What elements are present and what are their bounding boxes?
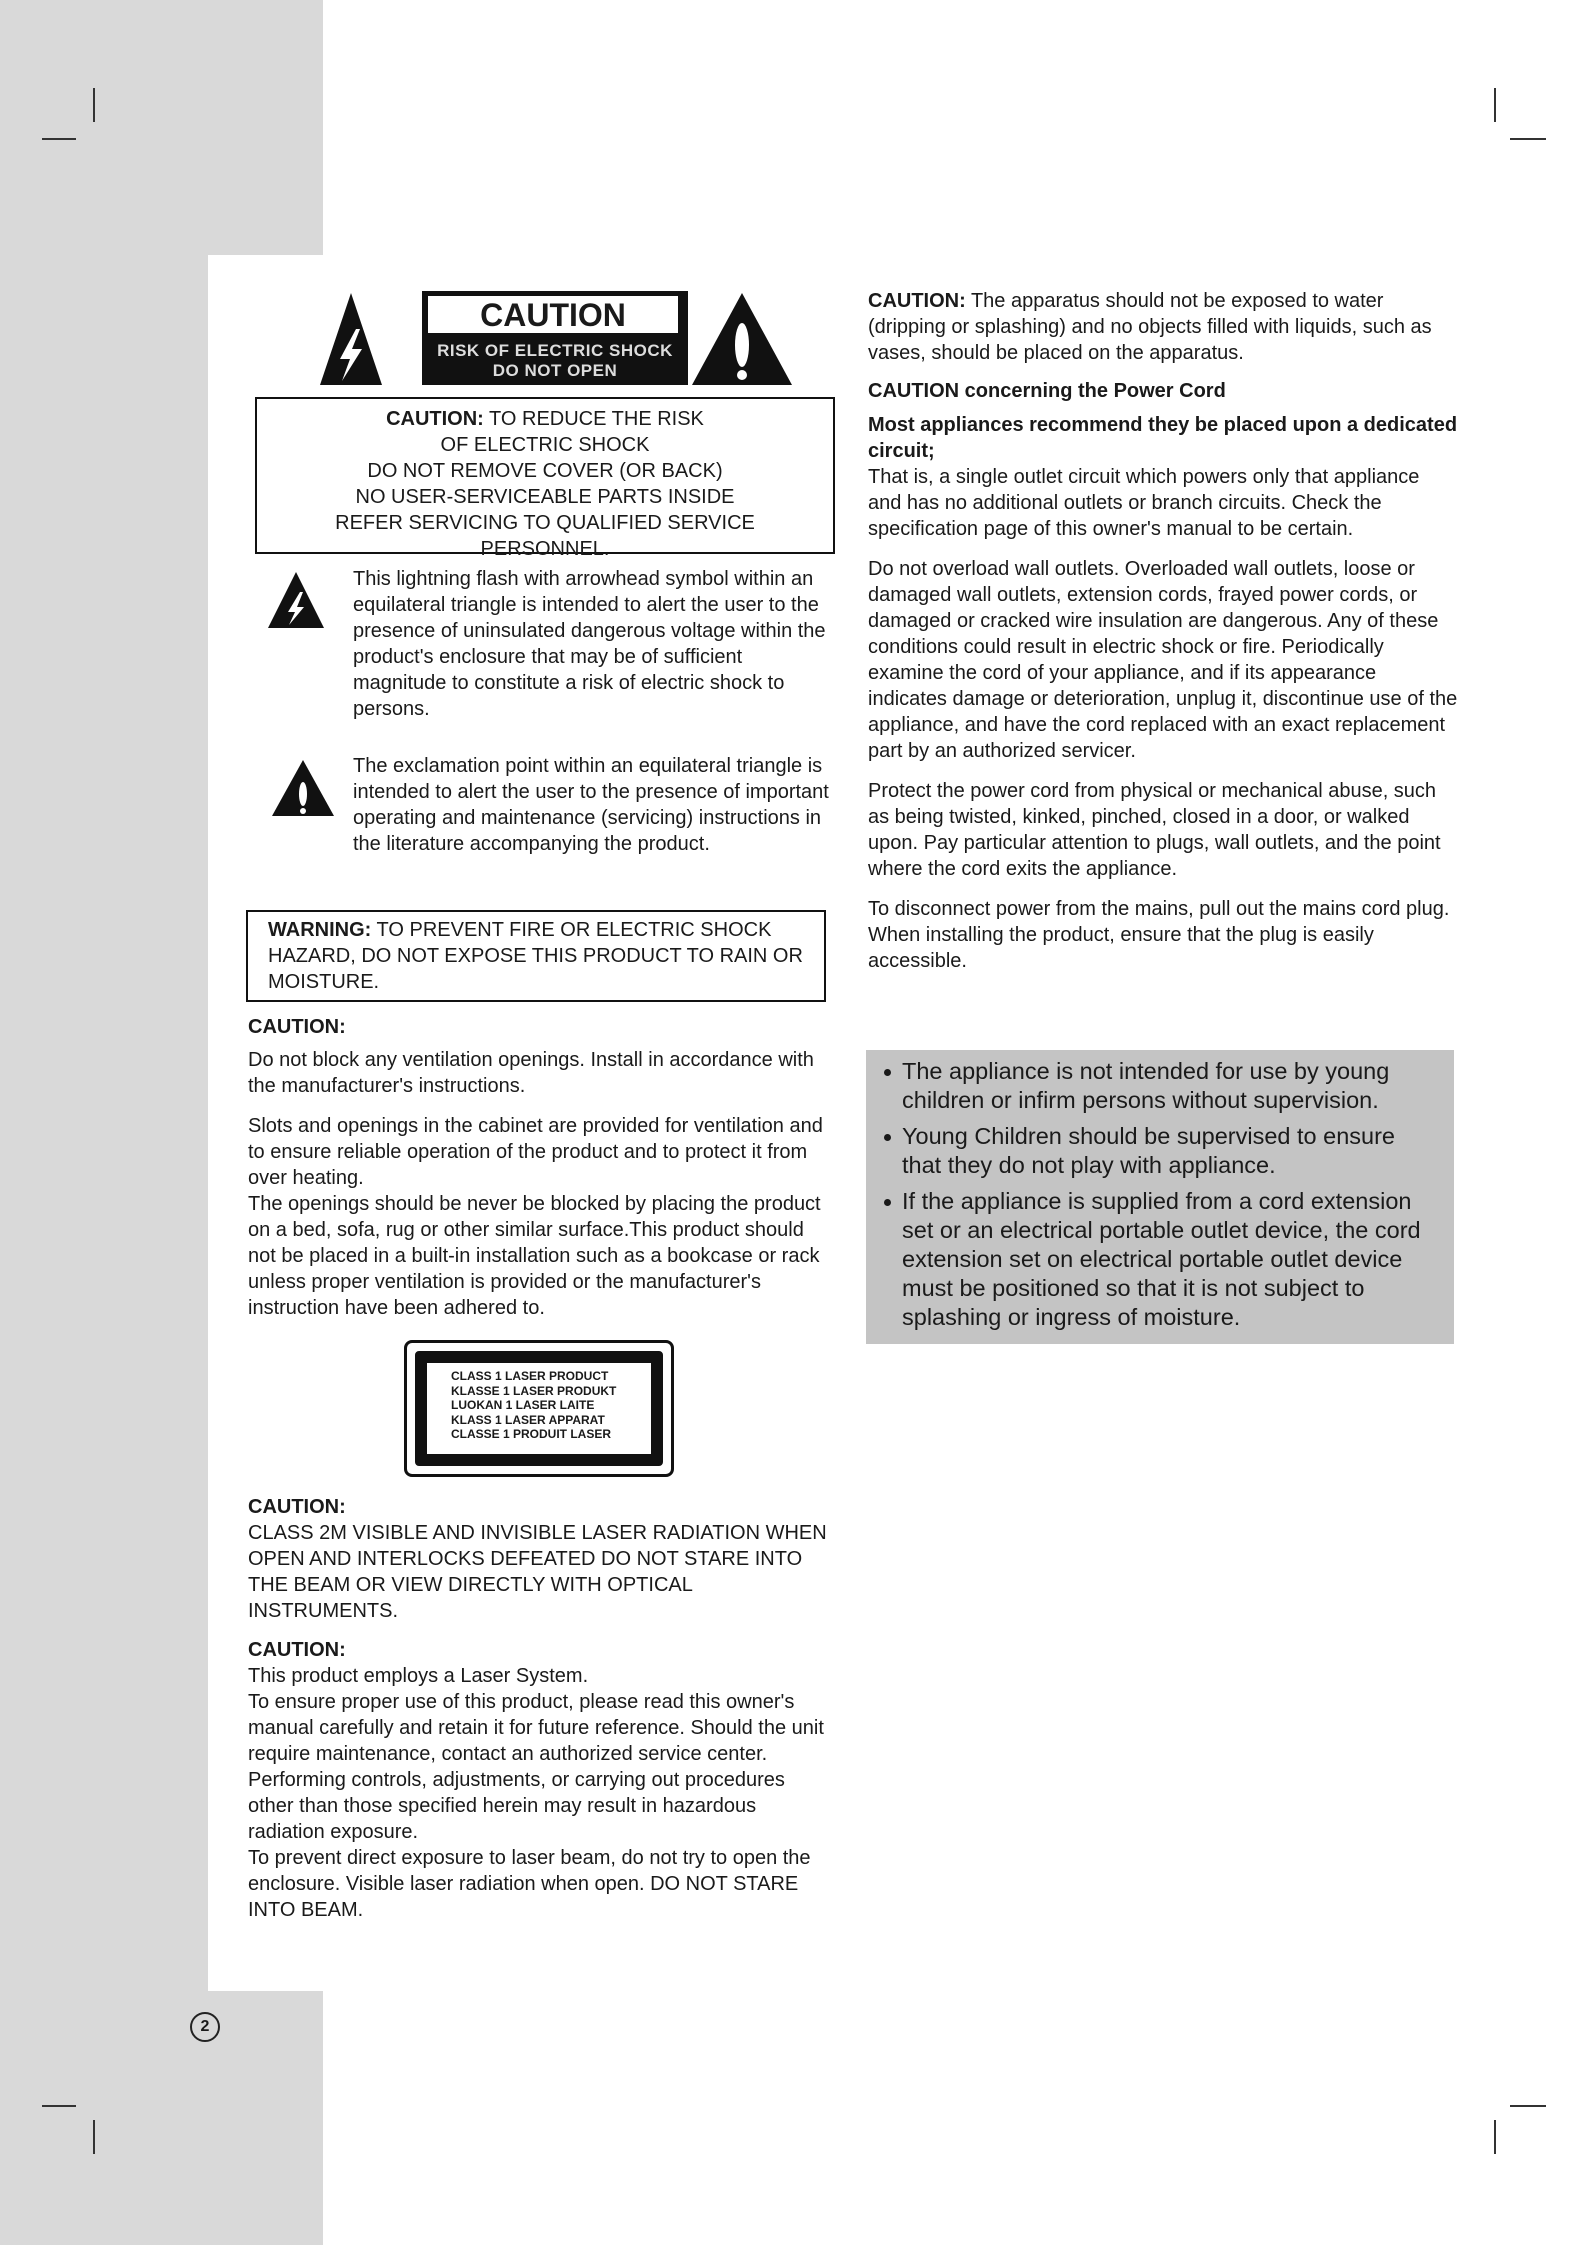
laser-system-line-3: Performing controls, adjustments, or carrying out procedures other than those specified herein may result in hazardous radiation exposure. — [248, 1769, 785, 1843]
dedicated-circuit-heading: Most appliances recommend they be placed upon a dedicated circuit; — [868, 414, 1458, 462]
shock-box-line4: NO USER-SERVICEABLE PARTS INSIDE — [355, 486, 735, 508]
laser-system-line-1: This product employs a Laser System. — [248, 1665, 589, 1687]
crop-mark — [1494, 88, 1496, 122]
disconnect-text: To disconnect power from the mains, pull out the mains cord plug. When installing the product, ensure that the plug is easily accessible. — [868, 898, 1450, 972]
laser-product-label — [404, 1340, 674, 1477]
page-number: 2 — [190, 2012, 220, 2042]
laser-label-line-5: CLASSE 1 PRODUIT LASER — [451, 1427, 612, 1441]
notice-item: If the appliance is supplied from a cord extension set or an electrical portable outlet device, the cord extension set on electrical portable outlet device must be positioned so that it is not subject to splashing or ingress of moisture. — [866, 1187, 1438, 1332]
water-caution-label: CAUTION: — [868, 290, 966, 312]
ventilation-heading: CAUTION: — [248, 1016, 346, 1038]
power-cord-heading: CAUTION concerning the Power Cord — [868, 380, 1226, 402]
exclamation-symbol-icon — [270, 758, 336, 818]
crop-mark — [1494, 2120, 1496, 2154]
crop-mark — [42, 138, 76, 140]
laser-label-line-4: KLASS 1 LASER APPARAT — [451, 1412, 605, 1427]
laser-label-line-2: KLASSE 1 LASER PRODUKT — [451, 1383, 617, 1398]
notice-item: Young Children should be supervised to ensure that they do not play with appliance. — [866, 1122, 1438, 1180]
laser-system-line-2: To ensure proper use of this product, please read this owner's manual carefully and retain it for future reference. Should the unit require maintenance, contact an authorized service center. — [248, 1691, 824, 1765]
crop-mark — [42, 2105, 76, 2107]
laser-label-line-1: CLASS 1 LASER PRODUCT — [451, 1369, 609, 1383]
shock-box-label: CAUTION: — [386, 408, 484, 430]
bullet-icon — [884, 1199, 891, 1206]
laser-radiation-heading: CAUTION: — [248, 1496, 346, 1518]
ventilation-para-1: Do not block any ventilation openings. Install in accordance with the manufacturer's instructions. — [248, 1049, 814, 1097]
laser-radiation-text: CLASS 2M VISIBLE AND INVISIBLE LASER RADIATION WHEN OPEN AND INTERLOCKS DEFEATED DO NOT STARE INTO THE BEAM OR VIEW DIRECTLY WITH OPTICAL INSTRUMENTS. — [248, 1522, 827, 1622]
laser-radiation-caution-section — [248, 1494, 828, 1624]
ventilation-caution-section — [248, 1014, 833, 1321]
caution-title: CAUTION — [426, 294, 680, 335]
crop-mark — [93, 2120, 95, 2154]
protect-cord-text: Protect the power cord from physical or mechanical abuse, such as being twisted, kinked, pinched, closed in a door, or walked upon. Pay particular attention to plugs, wall outlets, and the point where the cord exits the appliance. — [868, 780, 1441, 880]
laser-label-line-3: LUOKAN 1 LASER LAITE — [451, 1398, 595, 1412]
right-column — [868, 288, 1458, 974]
laser-system-heading: CAUTION: — [248, 1639, 346, 1661]
notice-item: The appliance is not intended for use by young children or infirm persons without supervision. — [866, 1057, 1438, 1115]
caution-subtitle-1: RISK OF ELECTRIC SHOCK — [437, 341, 673, 360]
safety-notice-box — [866, 1050, 1454, 1344]
warning-text: TO PREVENT FIRE OR ELECTRIC SHOCK HAZARD, DO NOT EXPOSE THIS PRODUCT TO RAIN OR MOISTURE. — [268, 919, 803, 993]
lightning-symbol-text: This lightning flash with arrowhead symbol within an equilateral triangle is intended to alert the user to the presence of uninsulated dangerous voltage within the product's enclosure that may be of sufficient magnitude to constitute a risk of electric shock to persons. — [353, 568, 826, 720]
shock-box-line6: PERSONNEL. — [480, 538, 610, 560]
overload-text: Do not overload wall outlets. Overloaded wall outlets, loose or damaged wall outlets, extension cords, frayed power cords, or damaged or cracked wire insulation are dangerous. Any of these conditions could result in electric shock or fire. Periodically examine the cord of your appliance, and if its appearance indicates damage or deterioration, unplug it, discontinue use of the appliance, and have the cord replaced with an exact replacement part by an authorized servicer. — [868, 558, 1458, 762]
lightning-warning-icon — [318, 289, 384, 387]
water-caution-text: The apparatus should not be exposed to water (dripping or splashing) and no objects filled with liquids, such as vases, should be placed on the apparatus. — [868, 290, 1432, 364]
ventilation-para-3: The openings should be never be blocked by placing the product on a bed, sofa, rug or other similar surface.This product should not be placed in a built-in installation such as a bookcase or rack unless proper ventilation is provided or the manufacturer's instruction have been adhered to. — [248, 1193, 821, 1319]
laser-system-line-4: To prevent direct exposure to laser beam, do not try to open the enclosure. Visible laser radiation when open. DO NOT STARE INTO BEAM. — [248, 1847, 811, 1921]
shock-box-line5: REFER SERVICING TO QUALIFIED SERVICE — [335, 512, 755, 534]
bullet-icon — [884, 1134, 891, 1141]
shock-box-line1: TO REDUCE THE RISK — [483, 408, 704, 430]
crop-mark — [93, 88, 95, 122]
crop-mark — [1510, 2105, 1546, 2107]
bullet-icon — [884, 1069, 891, 1076]
shock-box-line3: DO NOT REMOVE COVER (OR BACK) — [367, 460, 723, 482]
crop-mark — [1510, 138, 1546, 140]
lightning-symbol-icon — [266, 570, 326, 630]
caution-subtitle-2: DO NOT OPEN — [492, 361, 618, 380]
dedicated-circuit-text: That is, a single outlet circuit which powers only that appliance and has no additional outlets or branch circuits. Check the specification page of this owner's manual to be certain. — [868, 466, 1420, 540]
caution-label — [422, 291, 688, 385]
warning-label: WARNING: — [268, 919, 372, 941]
laser-system-caution-section — [248, 1637, 833, 1923]
electric-shock-caution-box — [255, 397, 835, 560]
ventilation-para-2: Slots and openings in the cabinet are provided for ventilation and to ensure reliable operation of the product and to protect it from over heating. — [248, 1115, 823, 1189]
caution-header-graphic — [318, 287, 794, 391]
warning-box — [246, 910, 826, 1002]
exclamation-warning-icon — [690, 289, 794, 387]
exclamation-symbol-text: The exclamation point within an equilateral triangle is intended to alert the user to the presence of important operating and maintenance (servicing) instructions in the literature accompanying the product. — [353, 755, 829, 855]
shock-box-line2: OF ELECTRIC SHOCK — [440, 434, 650, 456]
